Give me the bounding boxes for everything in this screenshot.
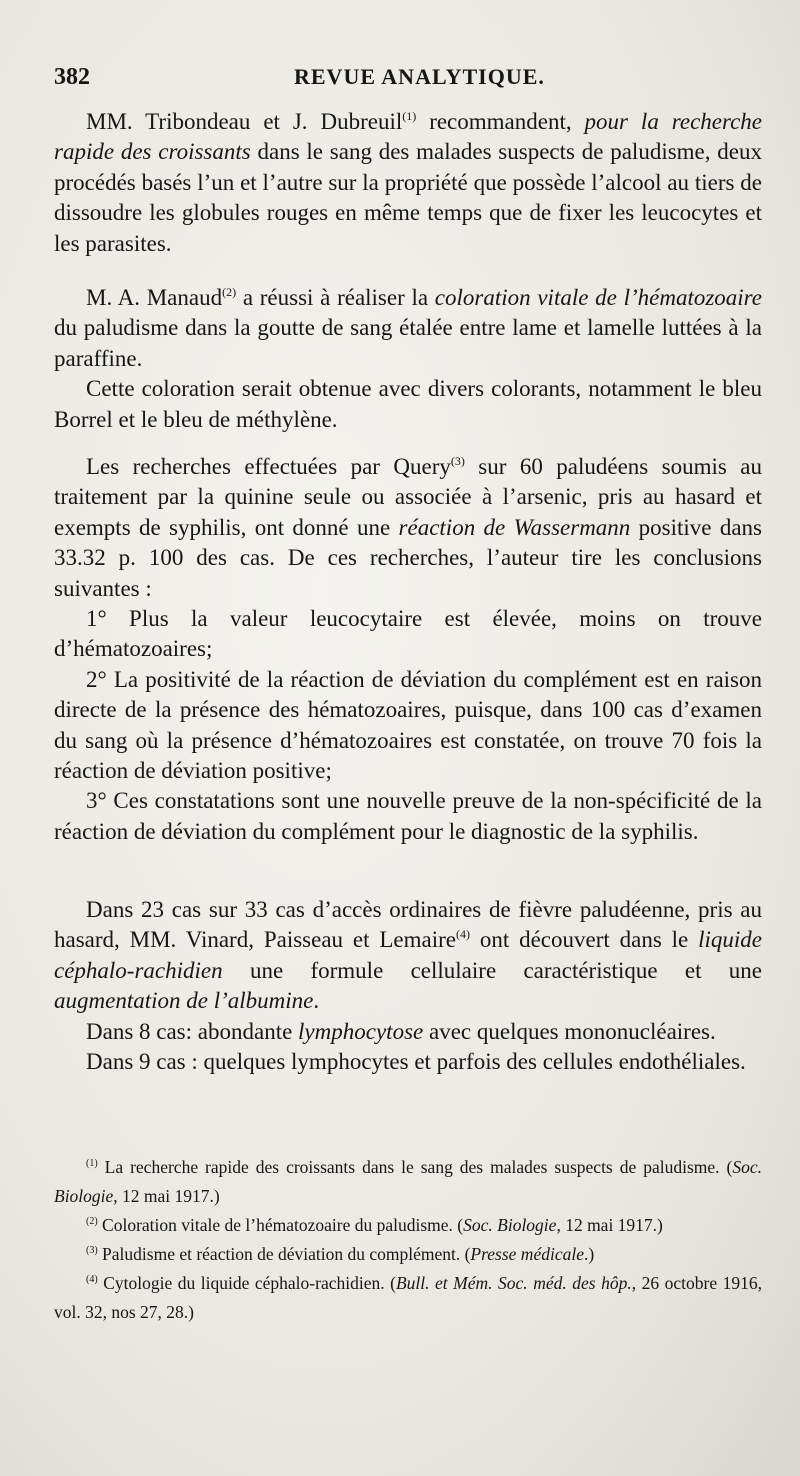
text: Coloration vitale de l’hématozoaire du paludisme. ( bbox=[97, 1215, 464, 1235]
note-ref: (3) bbox=[450, 454, 465, 468]
text: a réussi à réaliser la bbox=[236, 285, 435, 310]
text: dans le sang des malades suspects de paludisme, deux procédés basés l’un et l’autre sur la propriété que possède l’alcool au tiers de dissoudre les globules rouges en même temps que de fixer les leucocytes et les parasites. bbox=[54, 139, 762, 256]
paragraph-vinard bbox=[54, 895, 762, 1077]
text: ont découvert dans le bbox=[469, 927, 699, 953]
note-ref: (2) bbox=[222, 285, 237, 299]
running-header bbox=[54, 64, 762, 98]
paragraph-tribondeau bbox=[54, 107, 762, 259]
note-ref: (4) bbox=[455, 927, 470, 942]
text: MM. Tribondeau et J. Dubreuil bbox=[86, 109, 403, 134]
footnote-mark: (4) bbox=[86, 1274, 98, 1285]
paragraph-query bbox=[54, 452, 762, 847]
italic-text: Soc. Biologie bbox=[54, 1157, 762, 1206]
italic-text: réaction de Wassermann bbox=[398, 514, 631, 540]
footnote-1 bbox=[54, 1153, 762, 1211]
italic-text: liquide céphalo-rachidien bbox=[54, 927, 763, 983]
paragraph-coloration: Cette coloration serait obtenue avec divers colorants, notamment le bleu Borrel et le bleu de méthylène. bbox=[54, 376, 762, 432]
conclusion-3: 3° Ces constatations sont une nouvelle preuve de la non-spécificité de la réaction de déviation du complément pour le diagnostic de la syphilis. bbox=[54, 788, 762, 844]
text: Paludisme et réaction de déviation du complément. ( bbox=[97, 1244, 471, 1264]
italic-text: pour la recherche rapide des croissants bbox=[54, 109, 762, 165]
text: Dans 23 cas sur 33 cas d’accès ordinaires de fièvre paludéenne, pris au hasard, MM. Vinard, Paisseau et Lemaire bbox=[54, 897, 762, 953]
text: M. A. Manaud bbox=[86, 285, 223, 310]
conclusion-1: 1° Plus la valeur leucocytaire est élevée, moins on trouve d’hématozoaires; bbox=[54, 606, 762, 662]
text: Les recherches effectuées par Query bbox=[86, 454, 451, 479]
page-number: 382 bbox=[54, 64, 90, 90]
footnote-3 bbox=[54, 1240, 762, 1269]
italic-text: Soc. Biologie bbox=[463, 1215, 557, 1235]
footnotes bbox=[54, 1153, 762, 1327]
conclusion-2: 2° La positivité de la réaction de déviation du complément est en raison directe de la présence des hématozoaires, puisque, dans 100 cas d’examen du sang où la présence d’hématozoaires est constatée, on trouve 70 fois la réaction de déviation positive; bbox=[54, 666, 762, 784]
paragraph-manaud bbox=[54, 283, 762, 435]
footnote-mark: (1) bbox=[86, 1158, 98, 1169]
note-ref: (1) bbox=[402, 109, 417, 123]
text: sur 60 paludéens soumis au traitement par la quinine seule ou associée à l’arsenic, pris au hasard et exempts de syphilis, ont donné une bbox=[54, 454, 762, 540]
italic-text: augmentation de l’albumine bbox=[54, 988, 314, 1014]
footnote-4 bbox=[54, 1269, 762, 1327]
text: Dans 8 cas: abondante bbox=[86, 1018, 299, 1044]
footnote-mark: (2) bbox=[86, 1216, 98, 1227]
italic-text: Presse médicale bbox=[470, 1244, 584, 1264]
text: recommandent, bbox=[416, 109, 585, 134]
text: , 12 mai 1917.) bbox=[113, 1186, 220, 1206]
italic-text: lymphocytose bbox=[298, 1018, 424, 1044]
text: positive dans 33.32 p. 100 des cas. De ces recherches, l’auteur tire les conclusions suivantes : bbox=[54, 514, 762, 601]
text: La recherche rapide des croissants dans le sang des malades suspects de paludisme. ( bbox=[97, 1157, 733, 1177]
text: , 12 mai 1917.) bbox=[556, 1215, 663, 1235]
text: Cytologie du liquide céphalo-rachidien. ( bbox=[97, 1273, 396, 1293]
text: du paludisme dans la goutte de sang étalée entre lame et lamelle luttées à la paraffine. bbox=[54, 315, 762, 371]
italic-text: Bull. et Mém. Soc. méd. des hôp. bbox=[395, 1273, 632, 1293]
footnote-2 bbox=[54, 1211, 762, 1240]
running-title: REVUE ANALYTIQUE. bbox=[294, 64, 545, 89]
text: , 26 octobre 1916, vol. 32, nos 27, 28.) bbox=[54, 1273, 762, 1322]
text: une formule cellulaire caractéristique et une bbox=[222, 957, 762, 983]
text: .) bbox=[583, 1244, 595, 1264]
text: avec quelques mononucléaires. bbox=[423, 1018, 716, 1044]
text: . bbox=[313, 988, 320, 1014]
paragraph-endotheliales: Dans 9 cas : quelques lymphocytes et parfois des cellules endothéliales. bbox=[86, 1049, 746, 1075]
footnote-mark: (3) bbox=[86, 1245, 98, 1256]
italic-text: coloration vitale de l’hématozoaire bbox=[434, 285, 762, 310]
